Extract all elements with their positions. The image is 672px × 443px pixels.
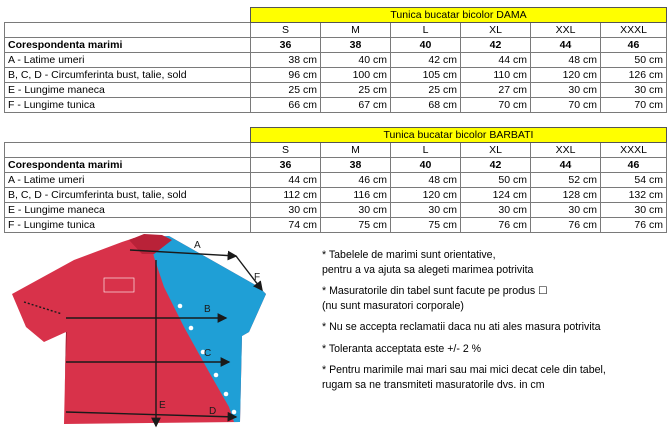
table-row <box>5 38 667 53</box>
cell-value: 30 cm <box>601 83 667 98</box>
cell-value: 76 cm <box>531 218 601 233</box>
cell-value: 70 cm <box>461 98 531 113</box>
cell-value: 52 cm <box>531 173 601 188</box>
measure-label-a: A <box>194 240 201 251</box>
note-custom-sizes <box>322 363 667 392</box>
cell-value: 76 cm <box>461 218 531 233</box>
size-header: L <box>391 23 461 38</box>
row-label: Corespondenta marimi <box>5 38 251 53</box>
cell-value: 112 cm <box>251 188 321 203</box>
size-header: S <box>251 143 321 158</box>
cell-value: 46 <box>601 38 667 53</box>
note-line: * Toleranta acceptata este +/- 2 % <box>322 342 482 355</box>
note-measured-on-product <box>322 284 667 313</box>
size-header: M <box>321 143 391 158</box>
cell-value: 74 cm <box>251 218 321 233</box>
note-line: * Tabelele de marimi sunt orientative, <box>322 249 496 261</box>
size-header: XL <box>461 23 531 38</box>
cell-value: 75 cm <box>321 218 391 233</box>
table-row <box>5 53 667 68</box>
header-label-blank <box>5 143 251 158</box>
tunic-red-panel <box>4 232 304 440</box>
note-orientative <box>322 248 667 277</box>
cell-value: 44 <box>531 158 601 173</box>
size-notes <box>322 248 667 399</box>
cell-value: 75 cm <box>391 218 461 233</box>
row-label: A - Latime umeri <box>5 173 251 188</box>
row-label: A - Latime umeri <box>5 53 251 68</box>
cell-value: 54 cm <box>601 173 667 188</box>
cell-value: 128 cm <box>531 188 601 203</box>
cell-value: 132 cm <box>601 188 667 203</box>
size-header: XXL <box>531 23 601 38</box>
tunic-measurement-diagram <box>4 232 304 440</box>
size-table-dama <box>4 7 667 113</box>
cell-value: 120 cm <box>531 68 601 83</box>
cell-value: 105 cm <box>391 68 461 83</box>
cell-value: 30 cm <box>461 203 531 218</box>
row-label: E - Lungime maneca <box>5 203 251 218</box>
note-line: (nu sunt masuratori corporale) <box>322 299 464 312</box>
cell-value: 46 <box>601 158 667 173</box>
cell-value: 30 cm <box>531 83 601 98</box>
cell-value: 25 cm <box>391 83 461 98</box>
cell-value: 36 <box>251 158 321 173</box>
note-line: * Nu se accepta reclamatii daca nu ati ales masura potrivita <box>322 321 601 333</box>
size-header: M <box>321 23 391 38</box>
size-header: L <box>391 143 461 158</box>
cell-value: 30 cm <box>251 203 321 218</box>
cell-value: 120 cm <box>391 188 461 203</box>
cell-value: 50 cm <box>461 173 531 188</box>
size-header: XXXL <box>601 23 667 38</box>
cell-value: 68 cm <box>391 98 461 113</box>
cell-value: 48 cm <box>531 53 601 68</box>
cell-value: 50 cm <box>601 53 667 68</box>
cell-value: 67 cm <box>321 98 391 113</box>
row-label: B, C, D - Circumferinta bust, talie, sold <box>5 188 251 203</box>
size-header: XL <box>461 143 531 158</box>
cell-value: 38 <box>321 38 391 53</box>
cell-value: 44 cm <box>461 53 531 68</box>
measure-label-b: B <box>204 304 211 315</box>
cell-value: 42 cm <box>391 53 461 68</box>
note-line: rugam sa ne transmiteti masuratorile dvs. in cm <box>322 378 545 391</box>
cell-value: 25 cm <box>251 83 321 98</box>
cell-value: 25 cm <box>321 83 391 98</box>
note-line: * Masuratorile din tabel sunt facute pe produs ☐ <box>322 285 548 297</box>
table-row <box>5 68 667 83</box>
cell-value: 124 cm <box>461 188 531 203</box>
row-label: F - Lungime tunica <box>5 98 251 113</box>
cell-value: 30 cm <box>531 203 601 218</box>
measure-label-e: E <box>159 400 166 411</box>
cell-value: 70 cm <box>531 98 601 113</box>
table-row <box>5 83 667 98</box>
cell-value: 38 <box>321 158 391 173</box>
size-header: XXXL <box>601 143 667 158</box>
row-label: B, C, D - Circumferinta bust, talie, sold <box>5 68 251 83</box>
table-row <box>5 158 667 173</box>
cell-value: 30 cm <box>601 203 667 218</box>
note-line: pentru a va ajuta sa alegeti marimea potrivita <box>322 263 534 276</box>
header-label-blank <box>5 23 251 38</box>
cell-value: 40 <box>391 158 461 173</box>
cell-value: 110 cm <box>461 68 531 83</box>
cell-value: 44 <box>531 38 601 53</box>
cell-value: 76 cm <box>601 218 667 233</box>
row-label: E - Lungime maneca <box>5 83 251 98</box>
size-table-barbati <box>4 127 667 233</box>
table-row <box>5 173 667 188</box>
note-tolerance <box>322 342 667 357</box>
cell-value: 40 <box>391 38 461 53</box>
table-row <box>5 98 667 113</box>
cell-value: 96 cm <box>251 68 321 83</box>
cell-value: 44 cm <box>251 173 321 188</box>
cell-value: 30 cm <box>321 203 391 218</box>
measure-label-f: F <box>254 272 261 283</box>
measure-label-d: D <box>209 406 217 417</box>
table-title: Tunica bucatar bicolor DAMA <box>251 8 667 23</box>
table-row <box>5 203 667 218</box>
cell-value: 48 cm <box>391 173 461 188</box>
note-line: * Pentru marimile mai mari sau mai mici decat cele din tabel, <box>322 364 606 376</box>
cell-value: 27 cm <box>461 83 531 98</box>
table-corner-blank <box>5 128 251 143</box>
cell-value: 66 cm <box>251 98 321 113</box>
size-header: S <box>251 23 321 38</box>
cell-value: 116 cm <box>321 188 391 203</box>
cell-value: 70 cm <box>601 98 667 113</box>
cell-value: 46 cm <box>321 173 391 188</box>
table-corner-blank <box>5 8 251 23</box>
table-row <box>5 188 667 203</box>
size-header: XXL <box>531 143 601 158</box>
cell-value: 126 cm <box>601 68 667 83</box>
row-label: Corespondenta marimi <box>5 158 251 173</box>
measure-label-c: C <box>204 348 212 359</box>
cell-value: 100 cm <box>321 68 391 83</box>
cell-value: 40 cm <box>321 53 391 68</box>
note-no-claims <box>322 320 667 335</box>
row-label: F - Lungime tunica <box>5 218 251 233</box>
cell-value: 42 <box>461 38 531 53</box>
table-row <box>5 218 667 233</box>
cell-value: 38 cm <box>251 53 321 68</box>
cell-value: 42 <box>461 158 531 173</box>
cell-value: 30 cm <box>391 203 461 218</box>
table-title: Tunica bucatar bicolor BARBATI <box>251 128 667 143</box>
cell-value: 36 <box>251 38 321 53</box>
